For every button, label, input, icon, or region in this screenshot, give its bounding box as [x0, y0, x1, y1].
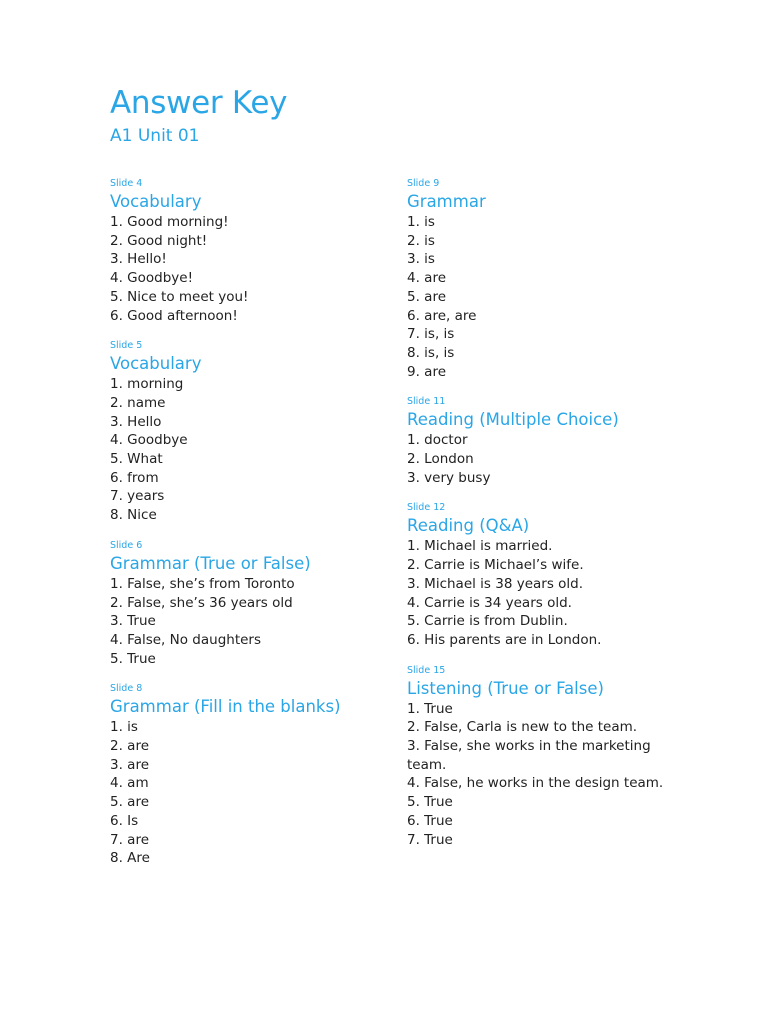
section-heading: Reading (Q&A)	[407, 516, 530, 536]
section-slide-8	[110, 683, 380, 868]
answer-item: 2. London	[407, 451, 474, 468]
answer-item: 2. is	[407, 232, 435, 249]
answer-item: 9. are	[407, 363, 447, 380]
slide-label: Slide 5	[110, 340, 143, 352]
answer-item: 7. years	[110, 488, 165, 505]
answer-item: 1. morning	[110, 376, 184, 393]
answer-item: 4. Goodbye!	[110, 270, 193, 287]
answer-item: 8. is, is	[407, 344, 455, 361]
answer-item: 2. name	[110, 394, 166, 411]
answer-list	[407, 431, 677, 487]
answer-item: 1. is	[407, 214, 435, 230]
answer-item: 6. Good afternoon!	[110, 307, 238, 324]
answer-item: 4. False, he works in the design team.	[407, 775, 664, 792]
answer-item: 3. Hello	[110, 413, 162, 430]
answer-item: 2. Good night!	[110, 232, 208, 249]
answer-item: 5. True	[110, 650, 156, 667]
slide-label: Slide 8	[110, 683, 143, 695]
answer-item: 7. True	[407, 831, 453, 848]
section-slide-6	[110, 540, 380, 669]
section-slide-12	[407, 502, 677, 649]
answer-item: 5. are	[110, 794, 150, 811]
answer-item: 3. Michael is 38 years old.	[407, 575, 584, 592]
answer-item: 8. Are	[110, 850, 150, 867]
answer-item: 3. False, she works in the marketing team.	[407, 738, 651, 773]
answer-item: 2. are	[110, 738, 150, 755]
answer-item: 6. His parents are in London.	[407, 631, 602, 648]
slide-label: Slide 15	[407, 664, 446, 676]
answer-item: 3. Hello!	[110, 251, 167, 268]
answer-item: 4. are	[407, 270, 447, 287]
answer-item: 6. from	[110, 469, 159, 486]
answer-list	[110, 718, 380, 868]
answer-item: 5. Nice to meet you!	[110, 288, 249, 305]
answer-list	[110, 213, 380, 325]
answer-item: 2. Carrie is Michael’s wife.	[407, 557, 584, 574]
section-slide-11	[407, 396, 677, 487]
answer-item: 1. is	[110, 719, 138, 736]
answer-item: 4. False, No daughters	[110, 631, 261, 648]
section-heading: Vocabulary	[110, 192, 202, 211]
answer-list	[407, 213, 677, 381]
section-slide-15	[407, 665, 677, 850]
answer-item: 5. True	[407, 794, 453, 811]
section-heading: Listening (True or False)	[407, 678, 604, 698]
page-title: Answer Key	[110, 85, 288, 121]
slide-label: Slide 12	[407, 502, 446, 514]
answer-item: 3. True	[110, 613, 156, 630]
section-heading: Vocabulary	[110, 354, 202, 374]
answer-item: 8. Nice	[110, 507, 157, 524]
answer-item: 4. am	[110, 775, 149, 792]
answer-item: 6. True	[407, 812, 453, 829]
section-heading: Grammar	[407, 192, 486, 211]
answer-list	[407, 537, 677, 649]
page-subtitle: A1 Unit 01	[110, 126, 200, 146]
answer-item: 7. is, is	[407, 326, 455, 343]
answer-item: 5. What	[110, 451, 163, 468]
answer-item: 1. Good morning!	[110, 214, 229, 230]
answer-item: 1. doctor	[407, 432, 468, 449]
answer-item: 1. True	[407, 700, 453, 717]
answer-item: 3. is	[407, 251, 435, 268]
section-heading: Reading (Multiple Choice)	[407, 410, 619, 430]
answer-list	[110, 575, 380, 669]
answer-list	[407, 700, 677, 850]
answer-item: 6. are, are	[407, 307, 477, 324]
answer-item: 3. are	[110, 756, 150, 773]
section-slide-4	[110, 178, 380, 325]
right-column	[407, 178, 677, 864]
answer-item: 2. False, Carla is new to the team.	[407, 719, 638, 736]
section-heading: Grammar (True or False)	[110, 553, 311, 573]
slide-label: Slide 11	[407, 396, 446, 408]
answer-item: 4. Goodbye	[110, 432, 188, 449]
answer-item: 4. Carrie is 34 years old.	[407, 594, 572, 611]
answer-item: 1. Michael is married.	[407, 538, 553, 555]
answer-item: 2. False, she’s 36 years old	[110, 594, 293, 611]
answer-item: 1. False, she’s from Toronto	[110, 575, 295, 592]
section-heading: Grammar (Fill in the blanks)	[110, 697, 341, 717]
answer-item: 7. are	[110, 831, 150, 848]
section-slide-5	[110, 340, 380, 525]
answer-item: 3. very busy	[407, 469, 491, 486]
section-slide-9	[407, 178, 677, 381]
left-column	[110, 178, 380, 883]
answer-item: 6. Is	[110, 812, 139, 829]
slide-label: Slide 4	[110, 178, 143, 189]
answer-list	[110, 375, 380, 525]
slide-label: Slide 9	[407, 178, 440, 189]
slide-label: Slide 6	[110, 539, 143, 551]
answer-item: 5. are	[407, 288, 447, 305]
answer-item: 5. Carrie is from Dublin.	[407, 613, 568, 630]
